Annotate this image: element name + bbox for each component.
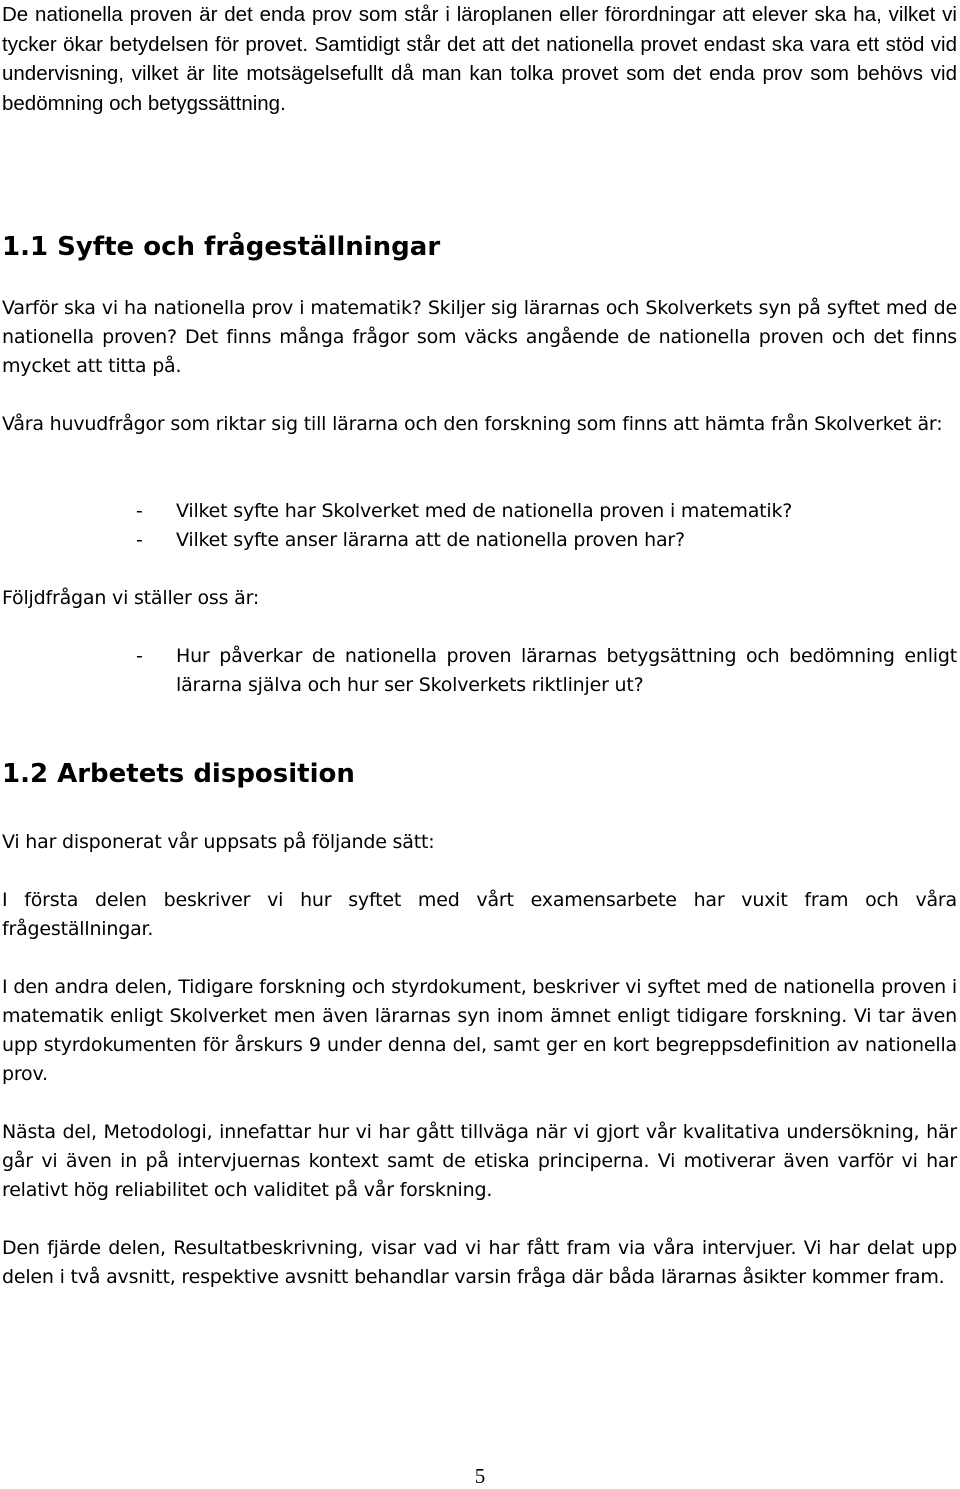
paragraph-syfte-3: Följdfrågan vi ställer oss är: <box>2 587 260 609</box>
list-item <box>2 526 957 555</box>
list-item <box>2 642 957 700</box>
paragraph-disposition-4: Nästa del, Metodologi, innefattar hur vi har gått tillväga när vi gjort vår kvalitativa undersökning, här går vi även in på intervjuernas kontext samt de etiska principerna. Vi motiverar även varför vi har relativt hög reliabilitet och validitet på vår forskning. <box>2 1121 957 1201</box>
bullet-marker: - <box>136 500 143 522</box>
bullet-marker: - <box>136 645 143 667</box>
question-list <box>2 497 957 555</box>
paragraph-disposition-5: Den fjärde delen, Resultatbeskrivning, visar vad vi har fått fram via våra intervjuer. Vi har delat upp delen i två avsnitt, respektive avsnitt behandlar varsin fråga där båda lärarnas åsikter kommer fram. <box>2 1237 957 1288</box>
bullet-marker: - <box>136 529 143 551</box>
section-heading-disposition: 1.2 Arbetets disposition <box>2 759 355 789</box>
question-text: Vilket syfte anser lärarna att de nationella proven har? <box>176 529 685 551</box>
question-text: Vilket syfte har Skolverket med de nationella proven i matematik? <box>176 500 793 522</box>
section-heading-syfte: 1.1 Syfte och frågeställningar <box>2 232 441 262</box>
page-number: 5 <box>474 1464 486 1488</box>
paragraph-disposition-2: I första delen beskriver vi hur syftet med vårt examensarbete har vuxit fram och våra frågeställningar. <box>2 889 957 940</box>
paragraph-syfte-1: Varför ska vi ha nationella prov i matematik? Skiljer sig lärarnas och Skolverkets syn på syftet med de nationella proven? Det finns många frågor som väcks angående de nationella proven och det finns mycket att titta på. <box>2 297 957 377</box>
followup-list <box>2 642 957 700</box>
list-item <box>2 497 957 526</box>
followup-text: Hur påverkar de nationella proven lärarnas betygsättning och bedömning enligt lärarna själva och hur ser Skolverkets riktlinjer ut? <box>176 645 957 696</box>
intro-paragraph: De nationella proven är det enda prov som står i läroplanen eller förordningar att elever ska ha, vilket vi tycker ökar betydelsen för provet. Samtidigt står det att det nationella provet endast ska vara ett stöd vid undervisning, vilket är lite motsägelsefullt då man kan tolka provet som det enda prov som behövs vid bedömning och betygssättning. <box>2 3 957 115</box>
paragraph-syfte-2: Våra huvudfrågor som riktar sig till lärarna och den forskning som finns att hämta från Skolverket är: <box>2 413 943 435</box>
paragraph-disposition-1: Vi har disponerat vår uppsats på följande sätt: <box>2 831 435 853</box>
paragraph-disposition-3: I den andra delen, Tidigare forskning och styrdokument, beskriver vi syftet med de nationella proven i matematik enligt Skolverket men även lärarnas syn inom ämnet enligt tidigare forskning. Vi tar även upp styrdokumenten för årskurs 9 under denna del, samt ger en kort begreppsdefinition av nationella prov. <box>2 976 957 1085</box>
